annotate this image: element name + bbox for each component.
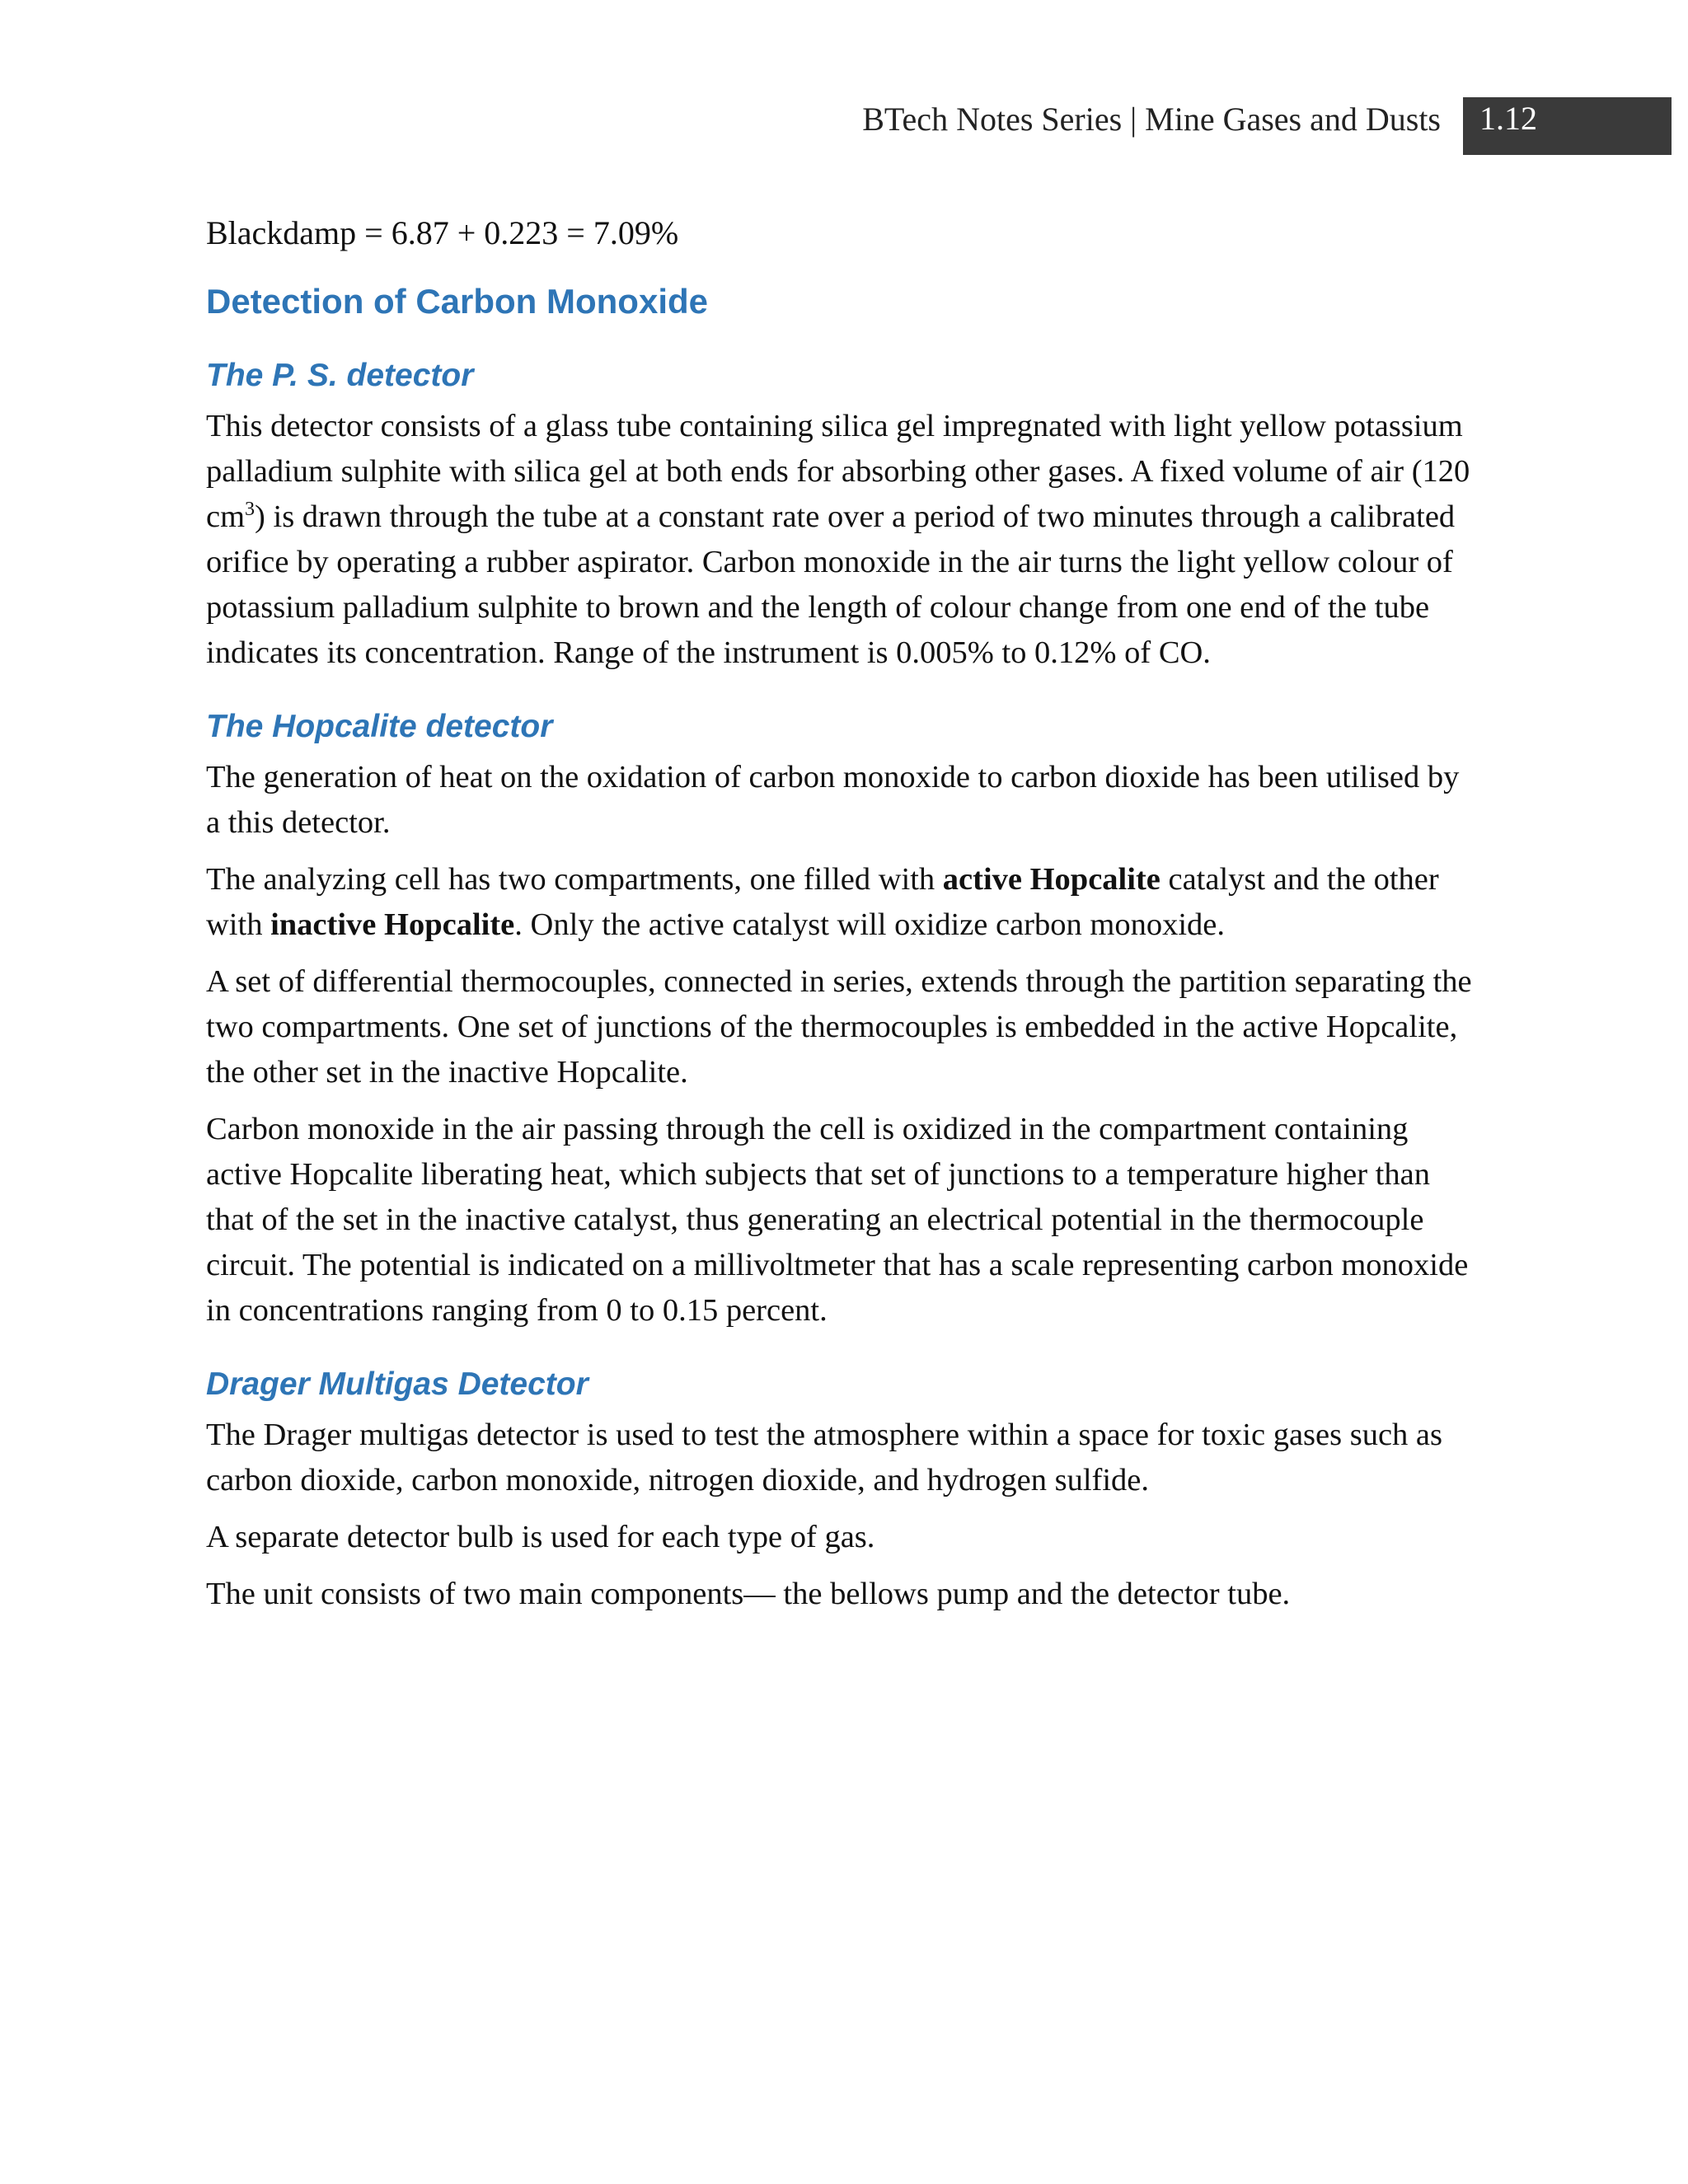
header-title: BTech Notes Series | Mine Gases and Dusts: [862, 101, 1441, 138]
hopcalite-paragraph-2: [206, 857, 1475, 948]
page-content: [206, 210, 1475, 1629]
bold-active-hopcalite: active Hopcalite: [942, 862, 1160, 897]
ps-para-text-1: This detector consists of a glass tube containing silica gel impregnated with light yellow potassium palladium sulphite with silica gel at both ends for absorbing other gases. A fixed volume of air (120 cm: [206, 409, 1470, 534]
subheading-ps-detector: The P. S. detector: [206, 358, 474, 393]
drager-paragraph-3: The unit consists of two main components— the bellows pump and the detector tube.: [206, 1577, 1291, 1611]
drager-paragraph-1: The Drager multigas detector is used to test the atmosphere within a space for toxic gases such as carbon dioxide, carbon monoxide, nitrogen dioxide, and hydrogen sulfide.: [206, 1418, 1442, 1497]
hopcalite-p2-text-2: catalyst and the other with: [206, 862, 1439, 942]
ps-detector-paragraph: [206, 404, 1475, 676]
hopcalite-paragraph-3: A set of differential thermocouples, connected in series, extends through the partition separating the two compartments. One set of junctions of the thermocouples is embedded in the active Hopcalite, the other set in the inactive Hopcalite.: [206, 964, 1472, 1090]
ps-para-text-2: ) is drawn through the tube at a constant rate over a period of two minutes through a calibrated orifice by operating a rubber aspirator. Carbon monoxide in the air turns the light yellow colour of potassium palladium sulphite to brown and the length of colour change from one end of the tube indicates its concentration. Range of the instrument is 0.005% to 0.12% of CO.: [206, 499, 1456, 670]
hopcalite-p2-text-3: . Only the active catalyst will oxidize carbon monoxide.: [514, 907, 1225, 942]
drager-paragraph-2: A separate detector bulb is used for each type of gas.: [206, 1520, 875, 1554]
hopcalite-paragraph-4: Carbon monoxide in the air passing through the cell is oxidized in the compartment containing active Hopcalite liberating heat, which subjects that set of junctions to a temperature higher than that of the set in the inactive catalyst, thus generating an electrical potential in the thermocouple circuit. The potential is indicated on a millivoltmeter that has a scale representing carbon monoxide in concentrations ranging from 0 to 0.15 percent.: [206, 1112, 1469, 1328]
section-heading-carbon-monoxide: Detection of Carbon Monoxide: [206, 282, 708, 321]
page-header: [0, 97, 1688, 155]
hopcalite-paragraph-1: The generation of heat on the oxidation of carbon monoxide to carbon dioxide has been utilised by a this detector.: [206, 760, 1460, 840]
cm3-superscript: 3: [245, 499, 256, 521]
subheading-drager-detector: Drager Multigas Detector: [206, 1366, 588, 1402]
blackdamp-formula: Blackdamp = 6.87 + 0.223 = 7.09%: [206, 214, 679, 251]
bold-inactive-hopcalite: inactive Hopcalite: [270, 907, 515, 942]
page-number-badge: 1.12: [1463, 97, 1672, 155]
subheading-hopcalite-detector: The Hopcalite detector: [206, 709, 553, 744]
hopcalite-p2-text-1: The analyzing cell has two compartments, one filled with: [206, 862, 943, 897]
